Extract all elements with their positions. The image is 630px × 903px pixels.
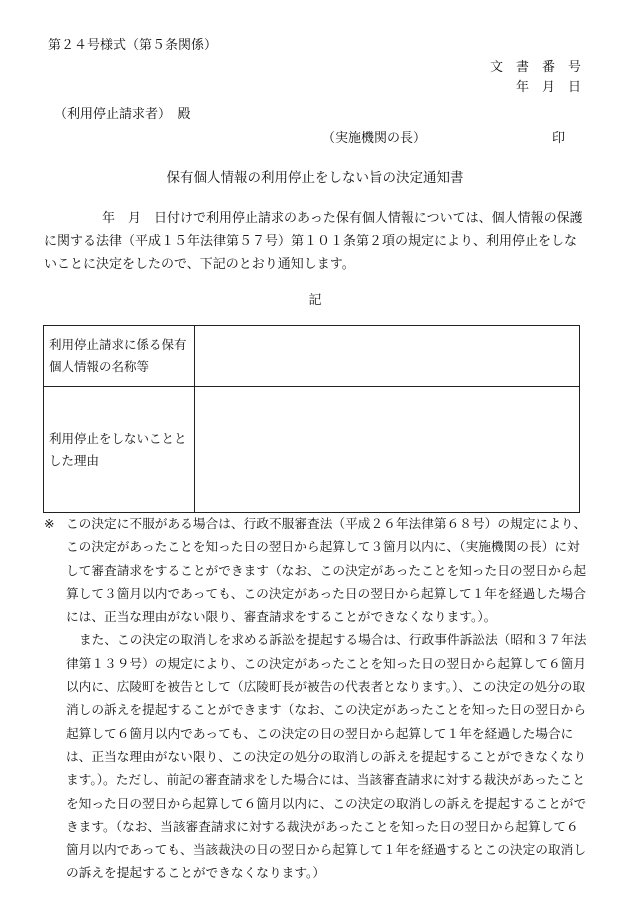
note-paragraph-1: この決定に不服がある場合は、行政不服審査法（平成２６年法律第６８号）の規定により、この決定があったことを知った日の翌日から起算して３箇月以内に、（実施機関の長）に対して審査請求をすることができます（なお、この決定があったことを知った日の翌日から起算して３箇月以内であっても、この決定があった日の翌日から起算して１年を経過した場合には、正当な理由がない限り、審査請求をすることができなくなります。）。 <box>66 516 587 625</box>
row-label-reason: 利用停止をしないこととした理由 <box>44 387 195 513</box>
appeal-note <box>44 512 588 885</box>
document-number-label: 文 書 番 号 <box>489 60 581 75</box>
date-line: 年 月 日 <box>515 80 581 95</box>
row-value-reason <box>195 387 580 513</box>
ki-heading: 記 <box>308 293 322 308</box>
note-mark: ※ <box>44 516 55 531</box>
document-title: 保有個人情報の利用停止をしない旨の決定通知書 <box>166 170 464 186</box>
notice-body-text: 年 月 日付けで利用停止請求のあった保有個人情報については、個人情報の保護に関する法律（平成１５年法律第５７号）第１０１条第２項の規定により、利用停止をしないことに決定をしたので、下記のとおり通知します。 <box>44 211 583 272</box>
addressee: （利用停止請求者） 殿 <box>54 107 191 122</box>
details-table <box>43 325 580 513</box>
table-row <box>44 326 580 387</box>
table-row <box>44 387 580 513</box>
seal-mark: 印 <box>552 131 566 146</box>
issuing-agency-head: （実施機関の長） <box>322 131 427 146</box>
row-value-info-name <box>195 326 580 387</box>
form-number: 第２４号様式（第５条関係） <box>48 38 218 53</box>
row-label-info-name: 利用停止請求に係る保有個人情報の名称等 <box>44 326 195 387</box>
note-paragraph-2: また、この決定の取消しを求める訴訟を提起する場合は、行政事件訴訟法（昭和３７年法律第１３９号）の規定により、この決定があったことを知った日の翌日から起算して６箇月以内に、広陵町を被告として（広陵町長が被告の代表者となります。）、この決定の処分の取消しの訴えを提起することができます（なお、この決定があったことを知った日の翌日から起算して６箇月以内であっても、この決定の日の翌日から起算して１年を経過した場合には、正当な理由がない限り、この決定の処分の取消しの訴えを提起することができなくなります。）。ただし、前記の審査請求をした場合には、当該審査請求に対する裁決があったことを知った日の翌日から起算して６箇月以内に、この決定の取消しの訴えを提起することができます。（なお、当該審査請求に対する裁決があったことを知った日の翌日から起算して６箇月以内であっても、当該裁決の日の翌日から起算して１年を経過するとこの決定の取消しの訴えを提起することができなくなります。） <box>66 632 587 881</box>
notice-body <box>44 207 584 276</box>
